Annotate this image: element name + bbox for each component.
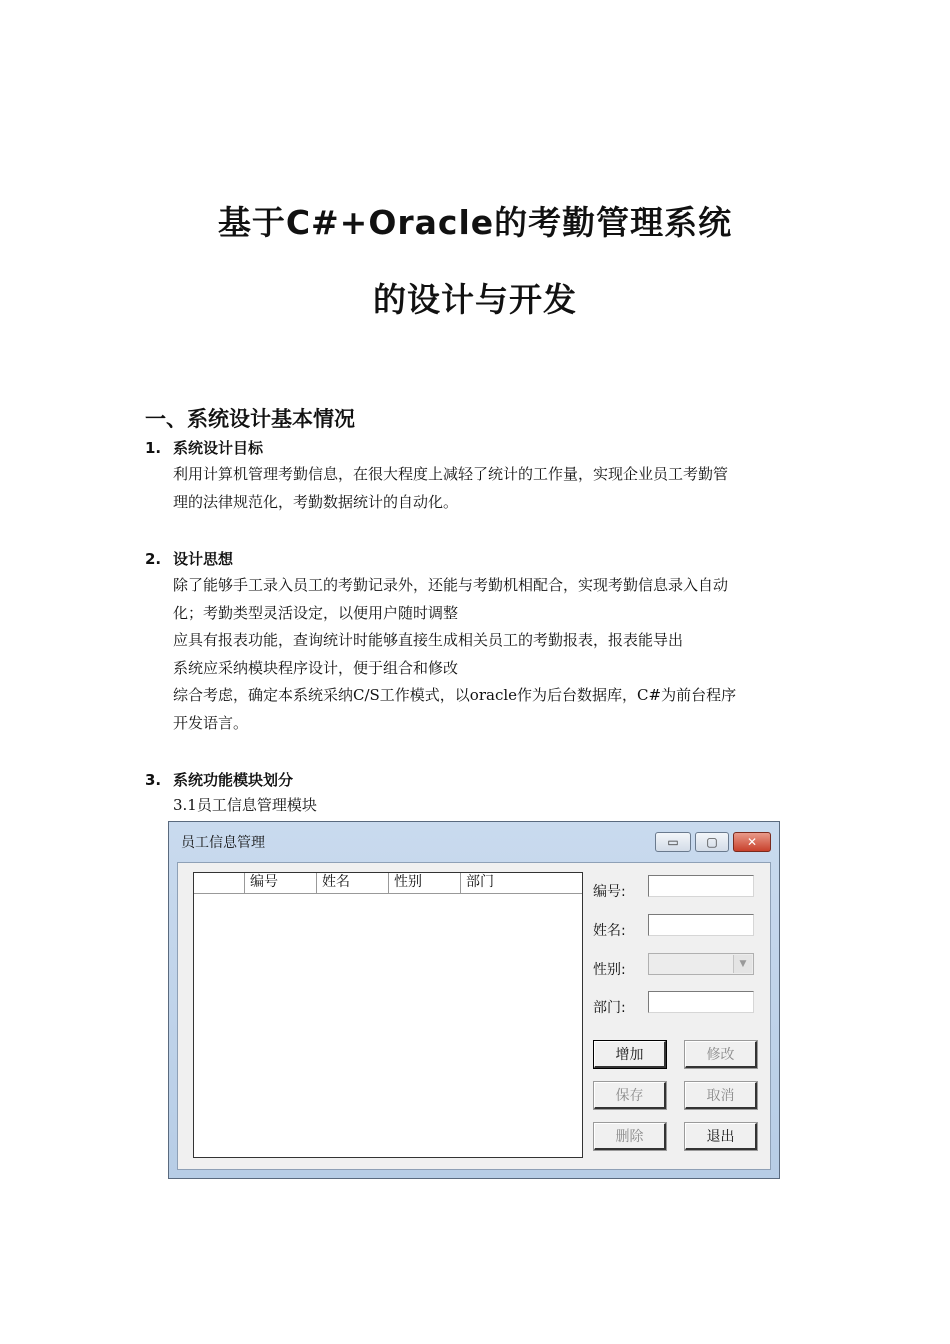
column-header-gender[interactable]: 性别	[389, 873, 461, 893]
window-client-area	[177, 862, 771, 1170]
name-input[interactable]	[648, 914, 754, 936]
employee-management-window	[168, 821, 780, 1179]
subsection-title: 设计思想	[173, 550, 234, 568]
subsection-number: 3.	[145, 771, 162, 789]
subsection-number: 2.	[145, 550, 162, 568]
subsection-number: 1.	[145, 439, 162, 457]
paragraph-line: 利用计算机管理考勤信息，在很大程度上减轻了统计的工作量，实现企业员工考勤管	[173, 465, 729, 483]
document-title-line1: 基于C#+Oracle的考勤管理系统	[217, 203, 733, 242]
paragraph-line: 化；考勤类型灵活设定，以便用户随时调整	[173, 604, 459, 622]
column-header-dept[interactable]: 部门	[466, 874, 494, 890]
paragraph-line: 理的法律规范化，考勤数据统计的自动化。	[173, 493, 459, 511]
paragraph-line: 应具有报表功能，查询统计时能够直接生成相关员工的考勤报表，报表能导出	[173, 631, 684, 649]
gender-label: 性别:	[593, 962, 626, 978]
column-header-blank[interactable]	[194, 873, 245, 893]
column-header-id[interactable]: 编号	[245, 873, 317, 893]
chevron-down-icon[interactable]: ▼	[733, 955, 752, 973]
paragraph-line: 系统应采纳模块程序设计，便于组合和修改	[173, 659, 459, 677]
dept-label: 部门:	[593, 1000, 626, 1016]
restore-icon[interactable]: ▢	[695, 832, 729, 852]
delete-button[interactable]: 删除	[594, 1123, 666, 1150]
save-button[interactable]: 保存	[594, 1082, 666, 1109]
section-heading: 一、系统设计基本情况	[145, 407, 355, 431]
subsection-heading-1	[145, 437, 263, 458]
subsection-heading-2	[145, 548, 233, 569]
subsection-heading-3	[145, 769, 293, 790]
id-input[interactable]	[648, 875, 754, 897]
id-label: 编号:	[593, 884, 626, 900]
edit-button[interactable]: 修改	[685, 1041, 757, 1068]
subsection-title: 系统设计目标	[173, 439, 264, 457]
gender-select[interactable]	[648, 953, 754, 975]
paragraph-line: 开发语言。	[173, 714, 249, 732]
cancel-button[interactable]: 取消	[685, 1082, 757, 1109]
dept-input[interactable]	[648, 991, 754, 1013]
paragraph-line: 3.1员工信息管理模块	[173, 796, 317, 814]
subsection-title: 系统功能模块划分	[173, 771, 294, 789]
minimize-icon[interactable]: ▭	[655, 832, 691, 852]
list-header	[194, 873, 582, 894]
paragraph-line: 除了能够手工录入员工的考勤记录外，还能与考勤机相配合，实现考勤信息录入自动	[173, 576, 729, 594]
paragraph-line: 综合考虑，确定本系统采纳C/S工作模式，以oracle作为后台数据库，C#为前台程序	[173, 686, 737, 704]
column-header-name[interactable]: 姓名	[317, 873, 389, 893]
employee-list[interactable]	[193, 872, 583, 1158]
name-label: 姓名:	[593, 923, 626, 939]
exit-button[interactable]: 退出	[685, 1123, 757, 1150]
close-icon[interactable]: ✕	[733, 832, 771, 852]
add-button[interactable]: 增加	[594, 1041, 666, 1068]
document-title-line2: 的设计与开发	[373, 280, 577, 319]
window-title: 员工信息管理	[181, 835, 265, 851]
